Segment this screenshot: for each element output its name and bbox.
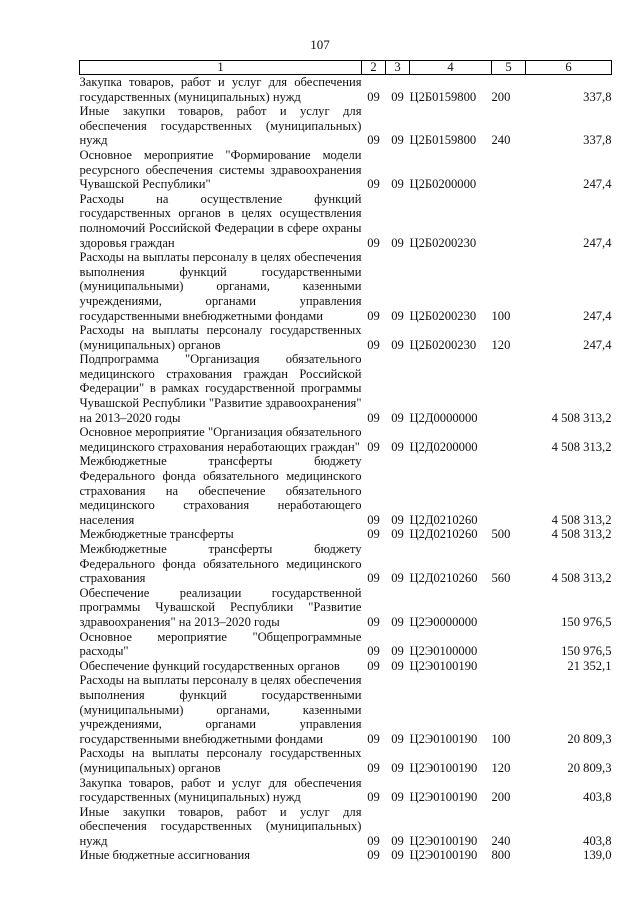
row-section: 09 xyxy=(367,89,380,104)
row-subsection: 09 xyxy=(391,644,404,659)
row-subsection: 09 xyxy=(391,512,404,527)
table-row xyxy=(80,454,612,527)
row-name: Межбюджетные трансферты бюджету Федерального фонда обязательного медицинского страхования xyxy=(79,542,362,586)
row-target-code: Ц2Б0200000 xyxy=(409,177,477,192)
row-expense-type: 240 xyxy=(491,833,511,848)
header-col-3: 3 xyxy=(386,61,410,75)
row-amount: 337,8 xyxy=(583,89,612,104)
table-row xyxy=(80,104,612,148)
row-subsection: 09 xyxy=(391,133,404,148)
page-number: 107 xyxy=(310,37,330,52)
row-amount: 247,4 xyxy=(583,177,612,192)
row-target-code: Ц2Б0159800 xyxy=(409,89,477,104)
row-target-code: Ц2Б0159800 xyxy=(409,133,477,148)
row-target-code: Ц2Б0200230 xyxy=(409,235,477,250)
row-name: Межбюджетные трансферты бюджету Федерального фонда обязательного медицинского страхования на обеспечение обязательного медицинского страхования неработающего населения xyxy=(79,454,362,527)
row-name: Основное мероприятие "Формирование модели ресурсного обеспечения системы здравоохранения Чувашской Республики" xyxy=(79,147,362,192)
row-expense-type xyxy=(492,192,526,250)
row-subsection: 09 xyxy=(391,177,404,192)
row-subsection: 09 xyxy=(391,308,404,323)
table-row xyxy=(80,746,612,775)
row-name: Подпрограмма "Организация обязательного медицинского страхования граждан Российской Федерации" в рамках государственной программы Чувашской Республики "Развитие здравоохранения" на 2013–2020 годы xyxy=(79,352,362,425)
row-amount: 139,0 xyxy=(583,848,612,863)
row-section: 09 xyxy=(367,235,380,250)
row-section: 09 xyxy=(367,658,380,673)
row-expense-type: 240 xyxy=(491,133,511,148)
row-amount: 247,4 xyxy=(583,337,612,352)
table-row xyxy=(80,630,612,659)
row-section: 09 xyxy=(367,337,380,352)
row-target-code: Ц2Э0100190 xyxy=(409,790,478,805)
header-col-2: 2 xyxy=(362,61,386,75)
row-section: 09 xyxy=(367,790,380,805)
row-name: Расходы на выплаты персоналу в целях обеспечения выполнения функций государственными (муниципальными) органами, казенными учреждениями, органами управления государственными внебюджетными фондами xyxy=(79,673,362,746)
row-amount: 4 508 313,2 xyxy=(551,439,612,454)
budget-table xyxy=(79,60,612,863)
row-subsection: 09 xyxy=(391,848,404,863)
row-name: Основное мероприятие "Общепрограммные расходы" xyxy=(79,629,362,659)
row-amount: 4 508 313,2 xyxy=(551,571,612,586)
header-row xyxy=(80,61,612,75)
row-expense-type: 100 xyxy=(491,731,511,746)
table-row xyxy=(80,659,612,674)
row-name: Иные закупки товаров, работ и услуг для обеспечения государственных (муниципальных) нужд xyxy=(79,104,362,148)
row-expense-type: 120 xyxy=(491,337,511,352)
row-section: 09 xyxy=(367,527,380,542)
table-row xyxy=(80,75,612,105)
row-name: Расходы на осуществление функций государственных органов в целях осуществления полномочий Российской Федерации в сфере охраны здоровья граждан xyxy=(79,191,362,250)
row-expense-type: 200 xyxy=(491,89,511,104)
row-expense-type xyxy=(492,454,526,527)
table-row xyxy=(80,192,612,250)
row-target-code: Ц2Б0200230 xyxy=(409,337,477,352)
row-section: 09 xyxy=(367,512,380,527)
row-target-code: Ц2Э0100190 xyxy=(409,760,478,775)
row-amount: 4 508 313,2 xyxy=(551,527,612,542)
table-row xyxy=(80,425,612,454)
table-row xyxy=(80,586,612,630)
row-target-code: Ц2Д0210260 xyxy=(409,571,478,586)
row-expense-type xyxy=(492,659,526,674)
table-row xyxy=(80,542,612,586)
row-name: Обеспечение реализации государственной программы Чувашской Республики "Развитие здравоохранения" на 2013–2020 годы xyxy=(79,585,362,629)
row-amount: 21 352,1 xyxy=(567,658,612,673)
row-subsection: 09 xyxy=(391,571,404,586)
row-subsection: 09 xyxy=(391,833,404,848)
row-section: 09 xyxy=(367,133,380,148)
row-subsection: 09 xyxy=(391,235,404,250)
row-expense-type: 100 xyxy=(491,308,511,323)
row-target-code: Ц2Э0000000 xyxy=(409,614,478,629)
row-amount: 20 809,3 xyxy=(567,760,612,775)
row-name: Расходы на выплаты персоналу государственных (муниципальных) органов xyxy=(79,746,362,775)
row-target-code: Ц2Д0200000 xyxy=(409,439,478,454)
header-col-6: 6 xyxy=(526,61,612,75)
row-section: 09 xyxy=(367,177,380,192)
table-row xyxy=(80,776,612,805)
row-expense-type xyxy=(492,352,526,425)
row-amount: 403,8 xyxy=(583,833,612,848)
row-name: Основное мероприятие "Организация обязательного медицинского страхования неработающих граждан" xyxy=(79,425,362,454)
row-target-code: Ц2Б0200230 xyxy=(409,308,477,323)
row-target-code: Ц2Э0100190 xyxy=(409,848,478,863)
row-expense-type: 200 xyxy=(491,790,511,805)
row-name: Закупка товаров, работ и услуг для обеспечения государственных (муниципальных) нужд xyxy=(79,775,362,805)
row-section: 09 xyxy=(367,833,380,848)
table-row xyxy=(80,805,612,849)
row-section: 09 xyxy=(367,731,380,746)
row-target-code: Ц2Д0210260 xyxy=(409,512,478,527)
row-amount: 403,8 xyxy=(583,790,612,805)
row-name: Межбюджетные трансферты xyxy=(79,527,234,542)
row-subsection: 09 xyxy=(391,658,404,673)
row-section: 09 xyxy=(367,308,380,323)
row-target-code: Ц2Э0100190 xyxy=(409,833,478,848)
row-amount: 20 809,3 xyxy=(567,731,612,746)
row-name: Иные бюджетные ассигнования xyxy=(79,848,251,863)
row-section: 09 xyxy=(367,644,380,659)
row-expense-type: 120 xyxy=(491,760,511,775)
table-row xyxy=(80,250,612,323)
row-subsection: 09 xyxy=(391,614,404,629)
header-col-5: 5 xyxy=(492,61,526,75)
row-subsection: 09 xyxy=(391,731,404,746)
row-amount: 4 508 313,2 xyxy=(551,512,612,527)
row-target-code: Ц2Э0100190 xyxy=(409,731,478,746)
row-name: Расходы на выплаты персоналу в целях обеспечения выполнения функций государственными (муниципальными) органами, казенными учреждениями, органами управления государственными внебюджетными фондами xyxy=(79,250,362,323)
row-amount: 150 976,5 xyxy=(561,614,612,629)
row-section: 09 xyxy=(367,439,380,454)
row-section: 09 xyxy=(367,760,380,775)
row-name: Закупка товаров, работ и услуг для обеспечения государственных (муниципальных) нужд xyxy=(79,75,362,104)
row-name: Обеспечение функций государственных органов xyxy=(79,658,340,673)
row-amount: 247,4 xyxy=(583,308,612,323)
table-row xyxy=(80,527,612,542)
row-amount: 150 976,5 xyxy=(561,644,612,659)
table-row xyxy=(80,148,612,192)
row-section: 09 xyxy=(367,848,380,863)
table-row xyxy=(80,848,612,863)
row-subsection: 09 xyxy=(391,337,404,352)
row-expense-type xyxy=(492,630,526,659)
row-subsection: 09 xyxy=(391,760,404,775)
row-section: 09 xyxy=(367,410,380,425)
row-amount: 337,8 xyxy=(583,133,612,148)
row-name: Расходы на выплаты персоналу государственных (муниципальных) органов xyxy=(79,323,362,352)
row-section: 09 xyxy=(367,614,380,629)
row-subsection: 09 xyxy=(391,527,404,542)
table-row xyxy=(80,323,612,352)
row-subsection: 09 xyxy=(391,410,404,425)
row-target-code: Ц2Д0210260 xyxy=(409,527,478,542)
row-target-code: Ц2Д0000000 xyxy=(409,410,478,425)
table-row xyxy=(80,352,612,425)
row-expense-type: 500 xyxy=(491,527,511,542)
row-expense-type xyxy=(492,425,526,454)
row-subsection: 09 xyxy=(391,790,404,805)
row-target-code: Ц2Э0100190 xyxy=(409,658,478,673)
header-col-1: 1 xyxy=(80,61,362,75)
row-section: 09 xyxy=(367,571,380,586)
row-expense-type: 800 xyxy=(491,848,511,863)
row-amount: 4 508 313,2 xyxy=(551,410,612,425)
row-target-code: Ц2Э0100000 xyxy=(409,644,478,659)
row-expense-type xyxy=(492,586,526,630)
row-expense-type xyxy=(492,148,526,192)
row-expense-type: 560 xyxy=(491,571,511,586)
row-subsection: 09 xyxy=(391,439,404,454)
table-row xyxy=(80,673,612,746)
row-name: Иные закупки товаров, работ и услуг для обеспечения государственных (муниципальных) нужд xyxy=(79,804,362,848)
header-col-4: 4 xyxy=(410,61,492,75)
row-amount: 247,4 xyxy=(583,235,612,250)
row-subsection: 09 xyxy=(391,89,404,104)
